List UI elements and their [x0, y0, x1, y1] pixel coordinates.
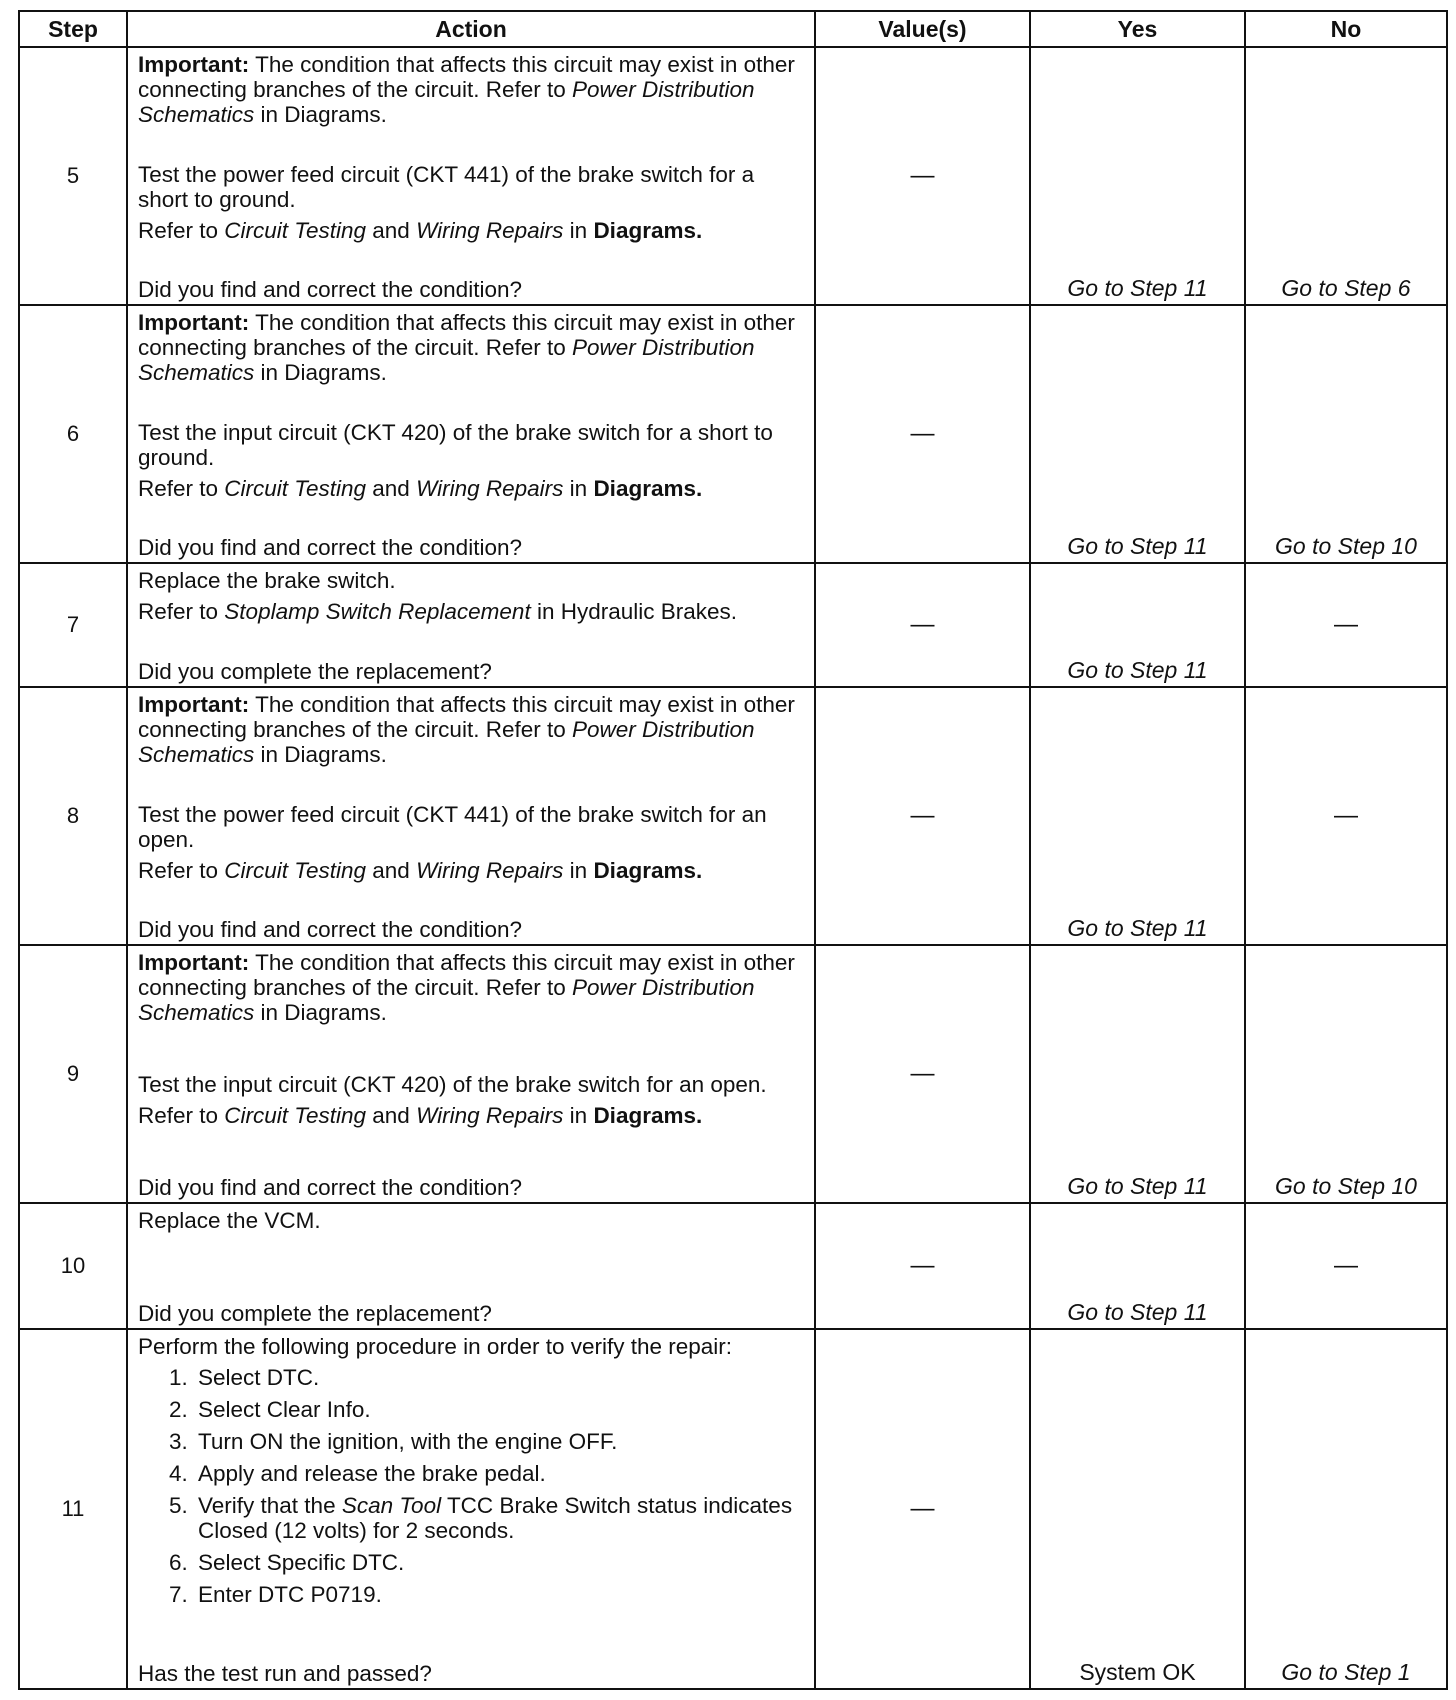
- refer-line: Refer to Circuit Testing and Wiring Repairs in Diagrams.: [138, 1103, 703, 1128]
- refer-line: Refer to Circuit Testing and Wiring Repairs in Diagrams.: [138, 475, 703, 501]
- value-cell: —: [815, 687, 1030, 945]
- value-cell: —: [815, 563, 1030, 687]
- value-cell: —: [815, 1203, 1030, 1329]
- table-row: [19, 563, 1447, 687]
- instruction: Replace the brake switch.: [138, 568, 396, 593]
- procedure-step: 3. Turn ON the ignition, with the engine OFF.: [194, 1429, 806, 1454]
- header-step: Step: [19, 11, 127, 47]
- test-instruction: Test the input circuit (CKT 420) of the brake switch for an open.: [138, 1072, 767, 1097]
- step-number: 7: [19, 563, 127, 687]
- question: Did you complete the replacement?: [138, 659, 492, 684]
- table-row: [19, 1329, 1447, 1689]
- yes-cell: Go to Step 11: [1030, 945, 1245, 1203]
- header-yes: Yes: [1030, 11, 1245, 47]
- question: Did you find and correct the condition?: [138, 277, 522, 302]
- refer-line: Refer to Stoplamp Switch Replacement in Hydraulic Brakes.: [138, 599, 738, 624]
- action-cell: [127, 47, 815, 305]
- no-cell: Go to Step 6: [1245, 47, 1447, 305]
- value-cell: —: [815, 1329, 1030, 1689]
- procedure-intro: Perform the following procedure in order to verify the repair:: [138, 1334, 733, 1359]
- header-no: No: [1245, 11, 1447, 47]
- important-note: Important: The condition that affects this circuit may exist in other connecting branches of the circuit. Refer to Power Distribution Schematics in Diagrams.: [138, 52, 795, 127]
- table-row: [19, 47, 1447, 305]
- step-number: 6: [19, 305, 127, 563]
- important-note: Important: The condition that affects this circuit may exist in other connecting branches of the circuit. Refer to Power Distribution Schematics in Diagrams.: [138, 692, 795, 767]
- action-cell: [127, 1329, 815, 1689]
- no-cell: —: [1245, 563, 1447, 687]
- procedure-step: 4. Apply and release the brake pedal.: [194, 1461, 806, 1486]
- value-cell: —: [815, 945, 1030, 1203]
- doc-reference: Power Distribution Schematics: [138, 975, 755, 1025]
- action-cell: [127, 563, 815, 687]
- no-cell: —: [1245, 1203, 1447, 1329]
- no-cell: —: [1245, 687, 1447, 945]
- value-cell: —: [815, 47, 1030, 305]
- table-row: [19, 945, 1447, 1203]
- yes-cell: Go to Step 11: [1030, 687, 1245, 945]
- yes-cell: Go to Step 11: [1030, 1203, 1245, 1329]
- diagnostic-table: [18, 10, 1448, 1690]
- important-note: Important: The condition that affects this circuit may exist in other connecting branches of the circuit. Refer to Power Distribution Schematics in Diagrams.: [138, 950, 795, 1025]
- refer-line: Refer to Circuit Testing and Wiring Repairs in Diagrams.: [138, 217, 703, 243]
- test-instruction: Test the input circuit (CKT 420) of the brake switch for a short to ground.: [138, 419, 773, 470]
- no-cell: Go to Step 1: [1245, 1329, 1447, 1689]
- table-row: [19, 1203, 1447, 1329]
- doc-reference: Power Distribution Schematics: [138, 717, 755, 767]
- table-row: [19, 305, 1447, 563]
- test-instruction: Test the power feed circuit (CKT 441) of the brake switch for an open.: [138, 801, 767, 852]
- action-cell: [127, 1203, 815, 1329]
- value-cell: —: [815, 305, 1030, 563]
- step-number: 5: [19, 47, 127, 305]
- doc-reference: Power Distribution Schematics: [138, 335, 755, 385]
- important-note: Important: The condition that affects this circuit may exist in other connecting branches of the circuit. Refer to Power Distribution Schematics in Diagrams.: [138, 310, 795, 385]
- yes-cell: Go to Step 11: [1030, 47, 1245, 305]
- table-row: [19, 687, 1447, 945]
- no-cell: Go to Step 10: [1245, 945, 1447, 1203]
- procedure-step: 2. Select Clear Info.: [194, 1397, 806, 1422]
- header-row: [19, 11, 1447, 47]
- procedure-step: 5. Verify that the Scan Tool TCC Brake Switch status indicates Closed (12 volts) for 2 seconds.: [194, 1493, 806, 1543]
- doc-reference: Power Distribution Schematics: [138, 77, 755, 127]
- step-number: 11: [19, 1329, 127, 1689]
- step-number: 10: [19, 1203, 127, 1329]
- header-values: Value(s): [815, 11, 1030, 47]
- question: Has the test run and passed?: [138, 1661, 432, 1686]
- step-number: 9: [19, 945, 127, 1203]
- refer-line: Refer to Circuit Testing and Wiring Repairs in Diagrams.: [138, 857, 703, 883]
- yes-cell: Go to Step 11: [1030, 563, 1245, 687]
- question: Did you find and correct the condition?: [138, 917, 522, 942]
- yes-cell: System OK: [1030, 1329, 1245, 1689]
- instruction: Replace the VCM.: [138, 1208, 321, 1233]
- procedure-step: 6. Select Specific DTC.: [194, 1550, 806, 1575]
- action-cell: [127, 687, 815, 945]
- header-action: Action: [127, 11, 815, 47]
- yes-cell: Go to Step 11: [1030, 305, 1245, 563]
- no-cell: Go to Step 10: [1245, 305, 1447, 563]
- step-number: 8: [19, 687, 127, 945]
- action-cell: [127, 305, 815, 563]
- test-instruction: Test the power feed circuit (CKT 441) of the brake switch for a short to ground.: [138, 161, 755, 212]
- question: Did you find and correct the condition?: [138, 535, 522, 560]
- question: Did you find and correct the condition?: [138, 1175, 522, 1200]
- procedure-step: 1. Select DTC.: [194, 1365, 806, 1390]
- question: Did you complete the replacement?: [138, 1301, 492, 1326]
- action-cell: [127, 945, 815, 1203]
- procedure-step: 7. Enter DTC P0719.: [194, 1582, 806, 1607]
- procedure-list: [138, 1365, 806, 1607]
